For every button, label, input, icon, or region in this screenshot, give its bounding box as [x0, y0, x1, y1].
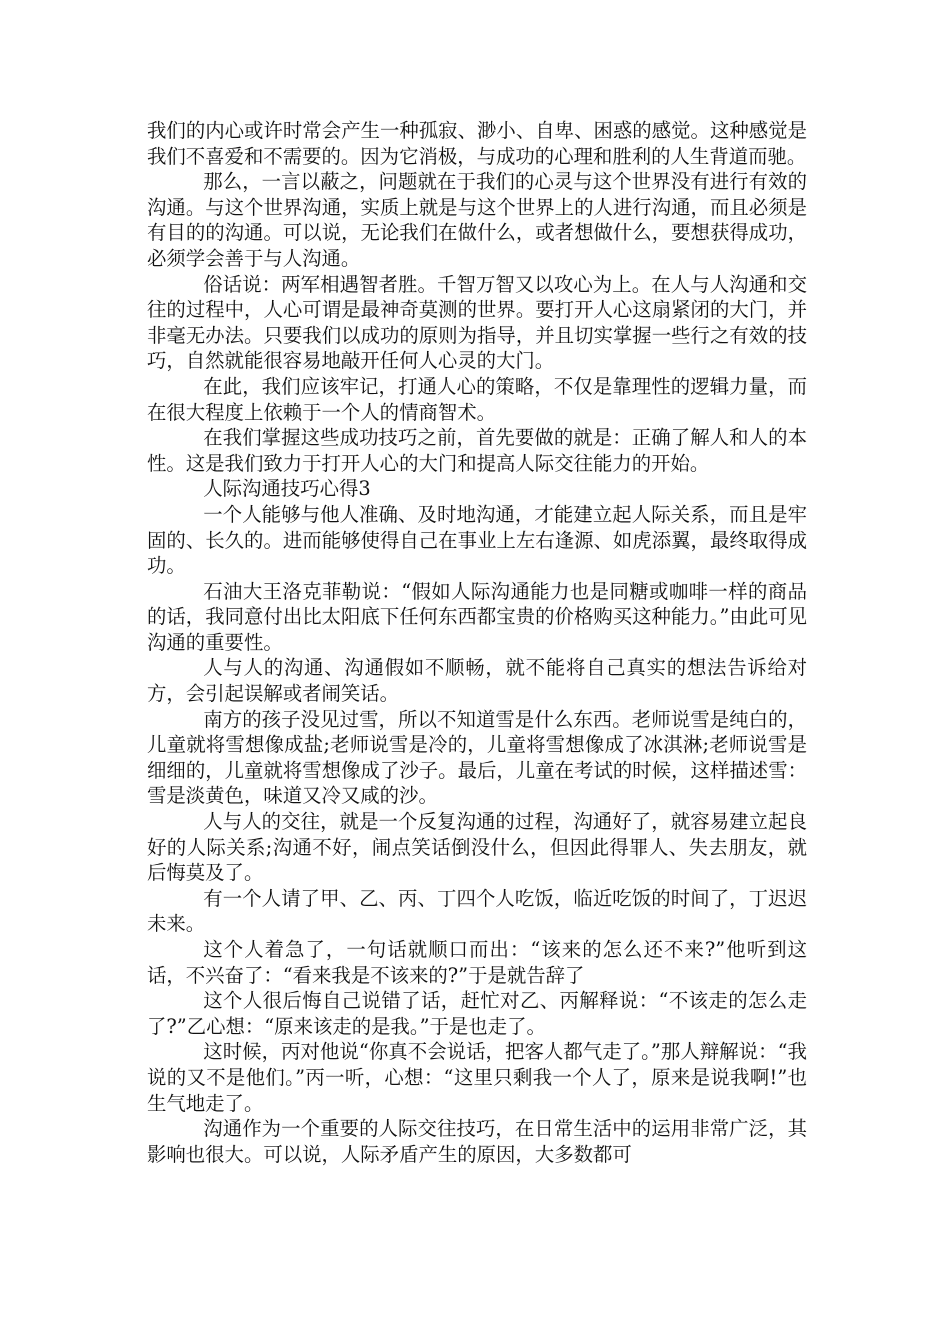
paragraph-8: 石油大王洛克菲勒说：“假如人际沟通能力也是同糖或咖啡一样的商品的话，我同意付出比太阳底下任何东西都宝贵的价格购买这种能力。”由此可见沟通的重要性。 [147, 579, 807, 654]
paragraph-4: 在此，我们应该牢记，打通人心的策略，不仅是靠理性的逻辑力量，而在很大程度上依赖于一个人的情商智术。 [147, 374, 807, 424]
paragraph-14: 这个人很后悔自己说错了话，赶忙对乙、丙解释说：“不该走的怎么走了?”乙心想：“原来该走的是我。”于是也走了。 [147, 989, 807, 1038]
paragraph-3: 俗话说：两军相遇智者胜。千智万智又以攻心为上。在人与人沟通和交往的过程中，人心可谓是最神奇莫测的世界。要打开人心这扇紧闭的大门，并非毫无办法。只要我们以成功的原则为指导，并且切实掌握一些行之有效的技巧，自然就能很容易地敲开任何人心灵的大门。 [147, 272, 807, 373]
paragraph-1: 我们的内心或许时常会产生一种孤寂、渺小、自卑、困惑的感觉。这种感觉是我们不喜爱和不需要的。因为它消极，与成功的心理和胜利的人生背道而驰。 [147, 119, 807, 168]
paragraph-5: 在我们掌握这些成功技巧之前，首先要做的就是：正确了解人和人的本性。这是我们致力于打开人心的大门和提高人际交往能力的开始。 [147, 426, 807, 475]
paragraph-13: 这个人着急了，一句话就顺口而出：“该来的怎么还不来?”他听到这话，不兴奋了：“看来我是不该来的?”于是就告辞了 [147, 938, 807, 987]
paragraph-16: 沟通作为一个重要的人际交往技巧，在日常生活中的运用非常广泛，其影响也很大。可以说，人际矛盾产生的原因，大多数都可 [147, 1117, 807, 1166]
paragraph-12: 有一个人请了甲、乙、丙、丁四个人吃饭，临近吃饭的时间了，丁迟迟未来。 [147, 886, 807, 936]
paragraph-2: 那么，一言以蔽之，问题就在于我们的心灵与这个世界没有进行有效的沟通。与这个世界沟通，实质上就是与这个世界上的人进行沟通，而且必须是有目的的沟通。可以说，无论我们在做什么，或者想做什么，要想获得成功，必须学会善于与人沟通。 [147, 170, 807, 270]
paragraph-10: 南方的孩子没见过雪，所以不知道雪是什么东西。老师说雪是纯白的，儿童就将雪想像成盐;老师说雪是冷的，儿童将雪想像成了冰淇淋;老师说雪是细细的，儿童就将雪想像成了沙子。最后，儿童在考试的时候，这样描述雪：雪是淡黄色，味道又冷又咸的沙。 [147, 707, 807, 808]
paragraph-11: 人与人的交往，就是一个反复沟通的过程，沟通好了，就容易建立起良好的人际关系;沟通不好，闹点笑话倒没什么，但因此得罪人、失去朋友，就后悔莫及了。 [147, 810, 807, 885]
paragraph-7: 一个人能够与他人准确、及时地沟通，才能建立起人际关系，而且是牢固的、长久的。进而能够使得自己在事业上左右逢源、如虎添翼，最终取得成功。 [147, 502, 807, 578]
paragraph-9: 人与人的沟通、沟通假如不顺畅，就不能将自己真实的想法告诉给对方，会引起误解或者闹笑话。 [147, 656, 807, 706]
paragraph-15: 这时候，丙对他说“你真不会说话，把客人都气走了。”那人辩解说：“我说的又不是他们。”丙一听，心想：“这里只剩我一个人了，原来是说我啊!”也生气地走了。 [147, 1040, 807, 1115]
document-body [147, 118, 807, 1167]
section-heading: 人际沟通技巧心得3 [203, 477, 371, 501]
